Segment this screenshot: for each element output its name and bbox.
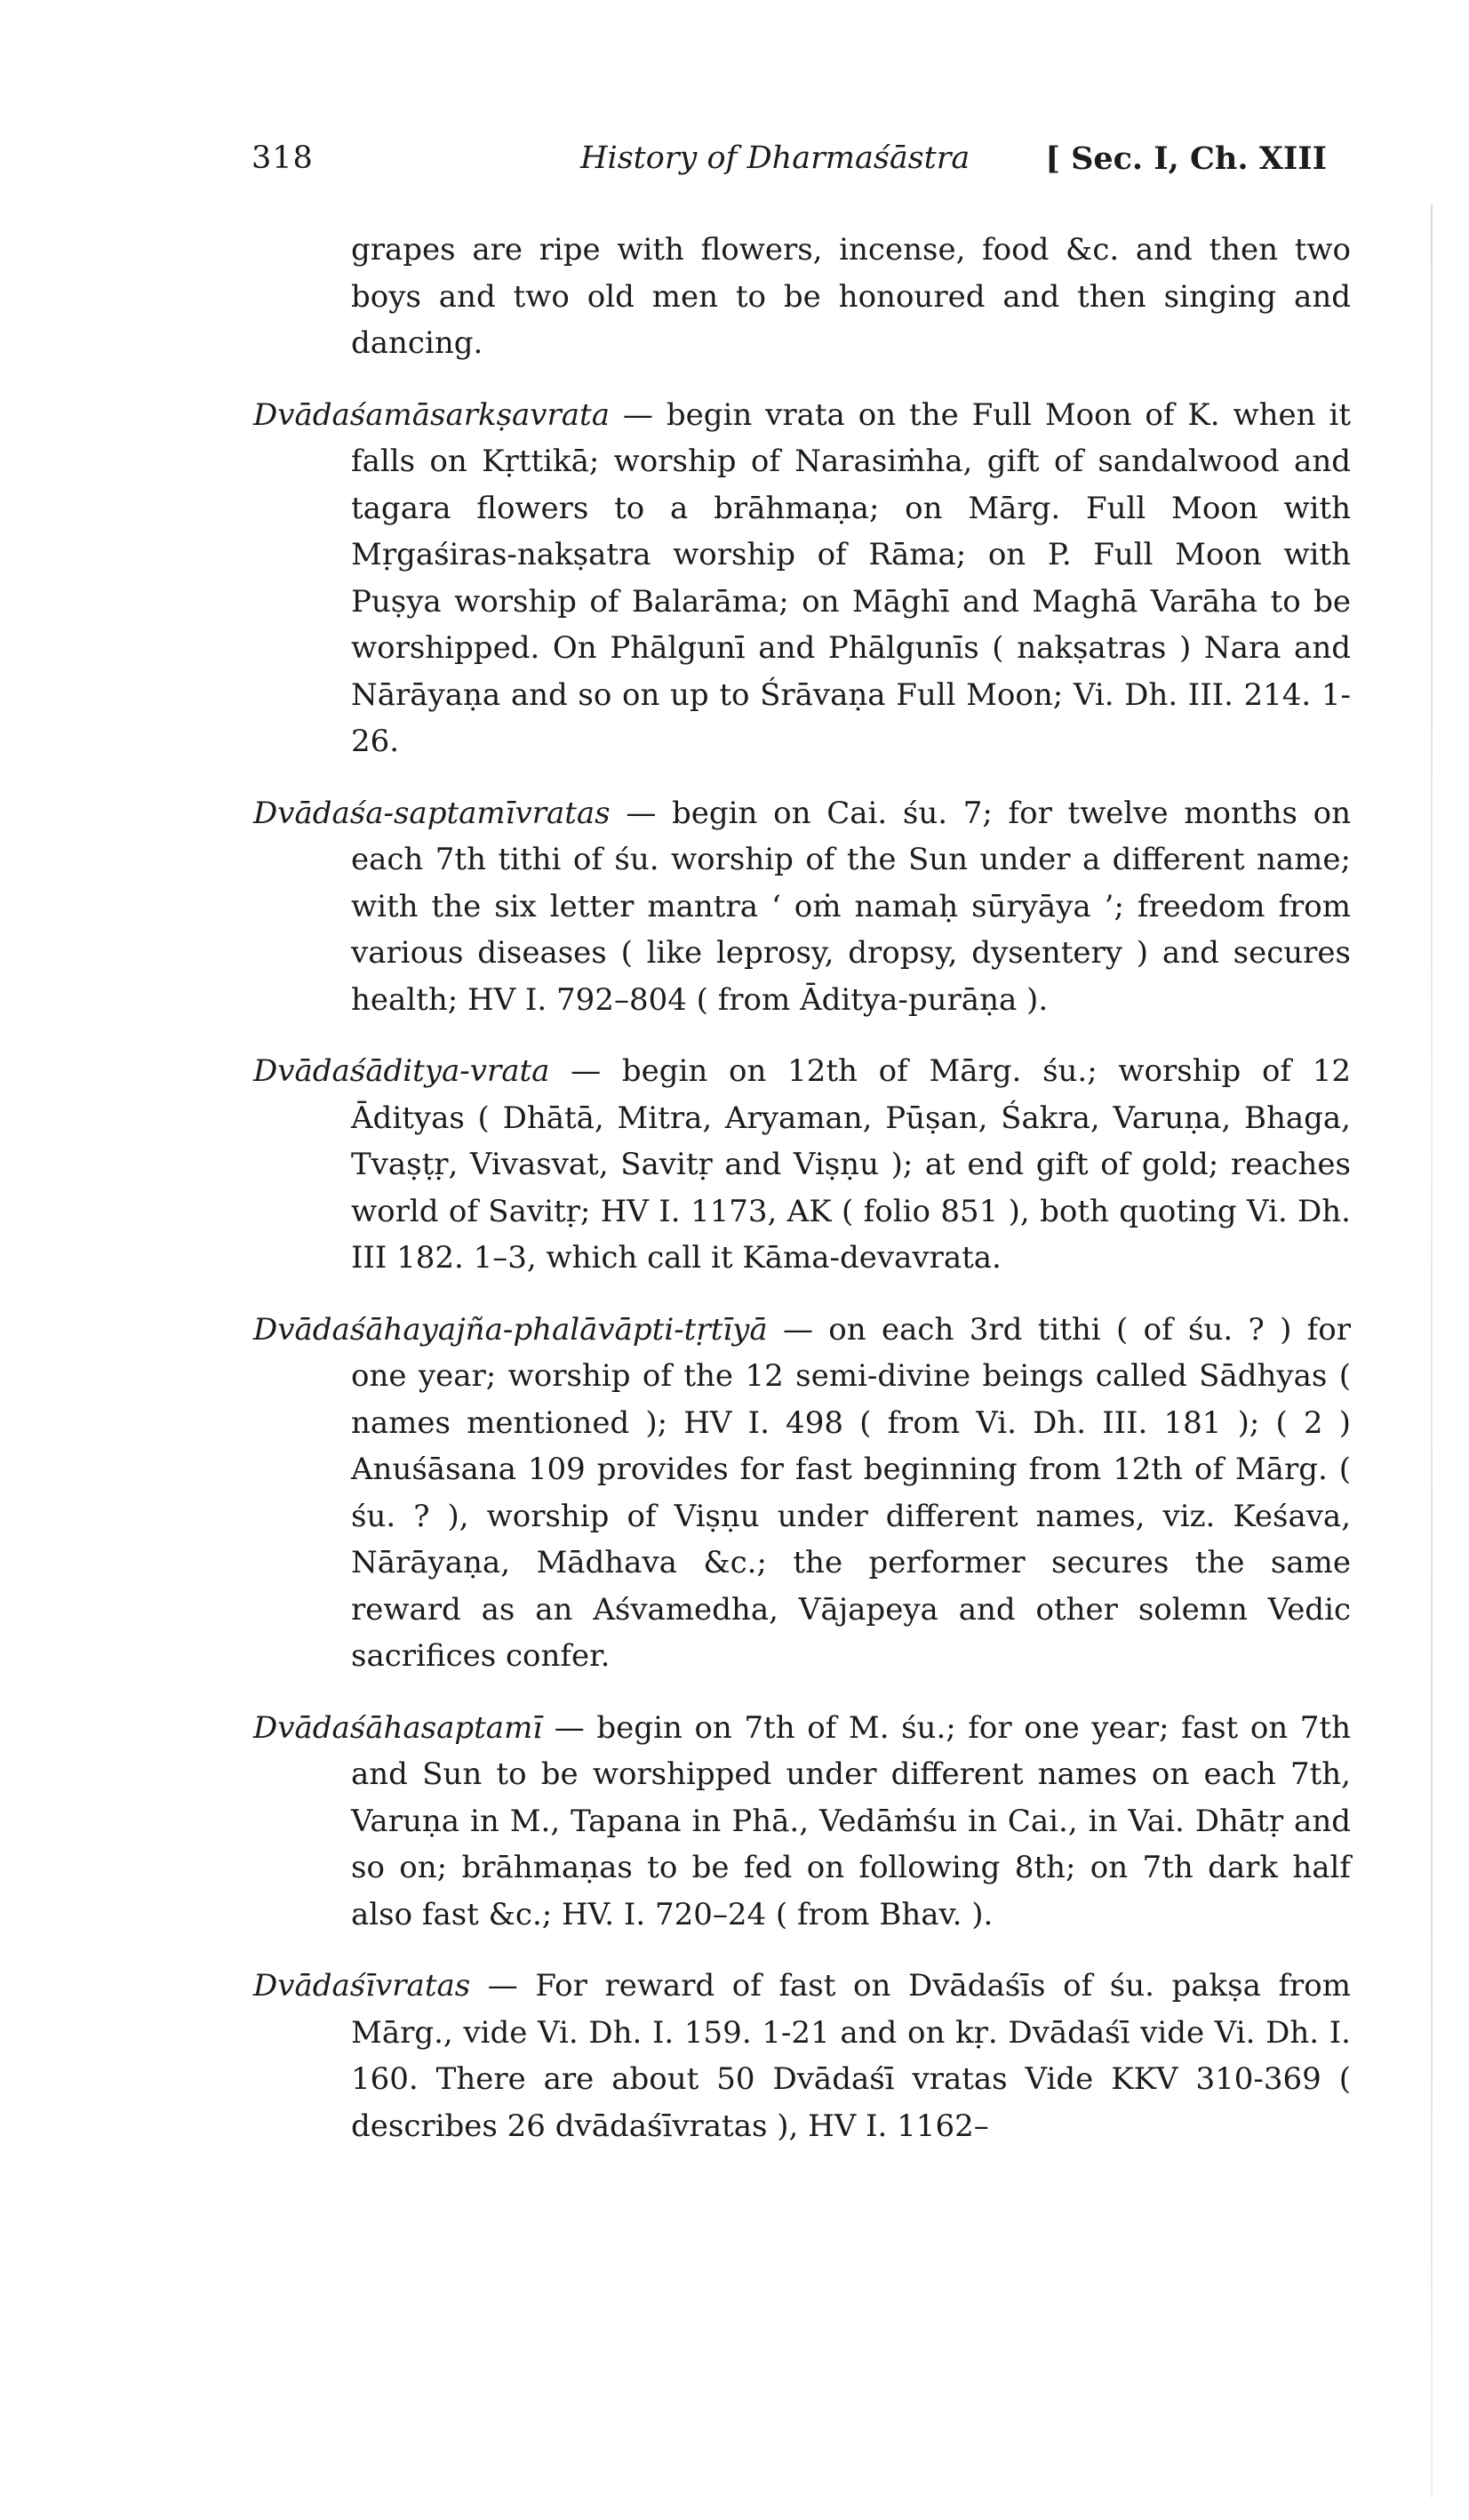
entry-dvadasivratas [253,1963,1351,2149]
entry-headword: Dvādaśāhasaptamī [253,1709,543,1746]
entry-text: — on each 3rd tithi ( of śu. ? ) for one year; worship of the 12 semi-divine beings called Sādhyas ( names mentioned ); HV I. 498 ( from Vi. Dh. III. 181 ); ( 2 ) Anuśāsana 109 provides for fast beginning from 12th of Mārg. ( śu. ? ), worship of Viṣṇu under different names, viz. Keśava, Nārāyaṇa, Mādhava &c.; the performer secures the same reward as an Aśvamedha, Vājapeya and other solemn Vedic sacrifices confer. [351,1311,1351,1674]
entry-dvadasahayajna-tritiya [253,1307,1351,1680]
entry-text: — begin on Cai. śu. 7; for twelve months on each 7th tithi of śu. worship of the Sun under a different name; with the six letter mantra ‘ oṁ namaḥ sūryāya ’; freedom from various diseases ( like leprosy, dropsy, dysentery ) and secures health; HV I. 792–804 ( from Āditya-purāṇa ). [351,795,1351,1018]
entry-headword: Dvādaśamāsarkṣavrata [253,396,610,433]
entry-text: — begin on 12th of Mārg. śu.; worship of 12 Ādityas ( Dhātā, Mitra, Aryaman, Pūṣan, Śakra, Varuṇa, Bhaga, Tvaṣṭṛ, Vivasvat, Savitṛ and Viṣṇu ); at end gift of gold; reaches world of Savitṛ; HV I. 1173, AK ( folio 851 ), both quoting Vi. Dh. III 182. 1–3, which call it Kāma-devavrata. [351,1053,1351,1276]
entry-headword: Dvādaśa-saptamīvratas [253,795,611,831]
entry-text: — begin vrata on the Full Moon of K. when it falls on Kṛttikā; worship of Narasiṁha, gift of sandalwood and tagara flowers to a brāhmaṇa; on Mārg. Full Moon with Mṛgaśiras-nakṣatra worship of Rāma; on P. Full Moon with Puṣya worship of Balarāma; on Māghī and Maghā Varāha to be worshipped. On Phālgunī and Phālgunīs ( nakṣatras ) Nara and Nārāyaṇa and so on up to Śrāvaṇa Full Moon; Vi. Dh. III. 214. 1-26. [351,396,1351,759]
entry-headword: Dvādaśāditya-vrata [253,1053,550,1089]
page-edge-shadow [1431,204,1433,2498]
entry-dvadasahasaptami [253,1705,1351,1939]
entry-list [253,227,1351,2174]
entry-dvadasamasarksavrata [253,392,1351,765]
entry-headword: Dvādaśāhayajña-phalāvāpti-tṛtīyā [253,1311,768,1348]
page-number: 318 [251,140,314,176]
entry-text: — For reward of fast on Dvādaśīs of śu. pakṣa from Mārg., vide Vi. Dh. I. 159. 1-21 and on kṛ. Dvādaśī vide Vi. Dh. I. 160. There are about 50 Dvādaśī vratas Vide KKV 310-369 ( describes 26 dvādaśīvratas ), HV I. 1162– [351,1968,1351,2144]
entry-headword: Dvādaśīvratas [253,1968,471,2004]
entry-dvadasa-saptamivratas [253,790,1351,1024]
entry-dvadasaditya-vrata [253,1048,1351,1282]
running-title: History of Dharmaśāstra [580,140,970,176]
entry-text: — begin on 7th of M. śu.; for one year; fast on 7th and Sun to be worshipped under different names on each 7th, Varuṇa in M., Tapana in Phā., Vedāṁśu in Cai., in Vai. Dhātṛ and so on; brāhmaṇas to be fed on following 8th; on 7th dark half also fast &c.; HV. I. 720–24 ( from Bhav. ). [351,1709,1351,1932]
running-header [251,140,1416,194]
section-reference: [ Sec. I, Ch. XIII [1045,140,1327,177]
entry-text: grapes are ripe with flowers, incense, food &c. and then two boys and two old men to be honoured and then singing and dancing. [351,232,1351,361]
entry-continuation [253,227,1351,367]
